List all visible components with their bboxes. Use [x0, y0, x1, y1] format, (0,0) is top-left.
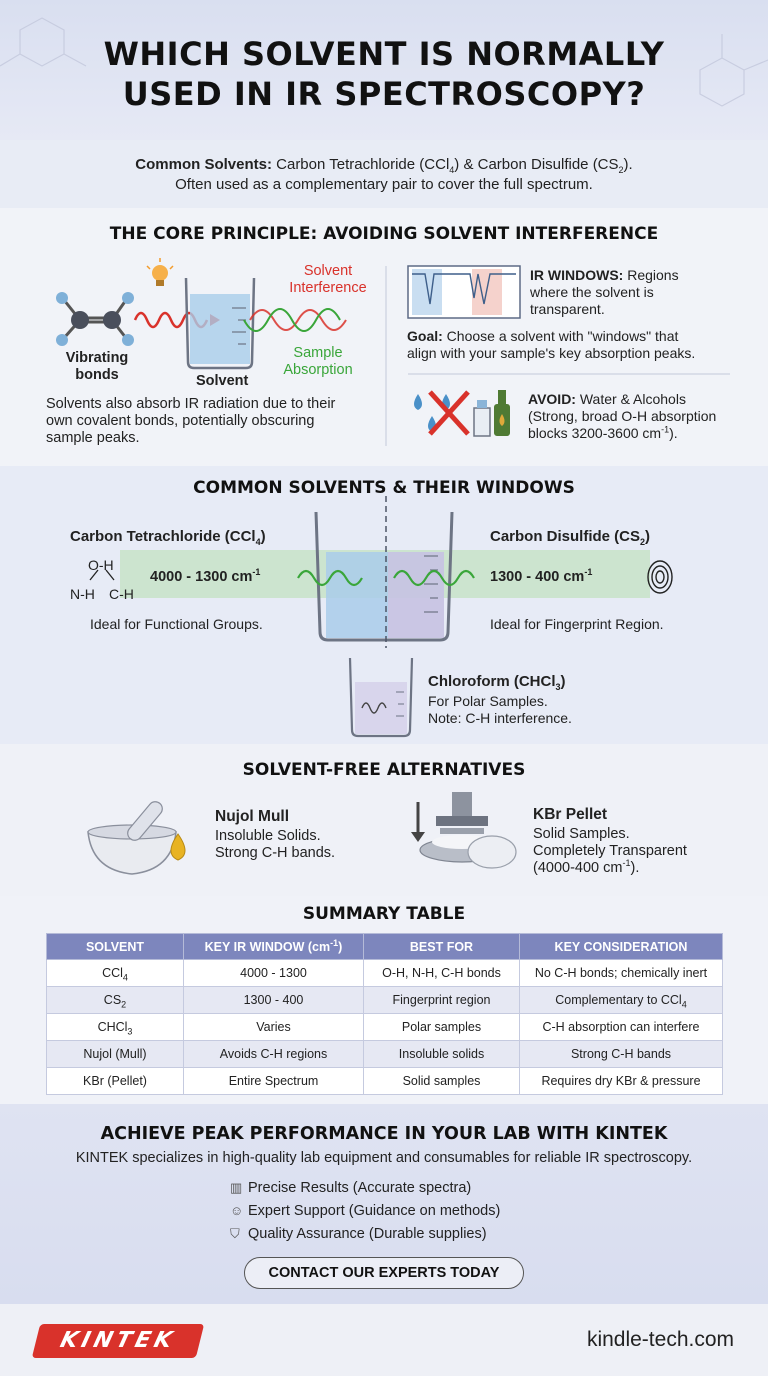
cs2-range [490, 569, 592, 586]
mortar-pestle-icon [88, 799, 185, 874]
cta-subtitle: KINTEK specializes in high-quality lab equipment and consumables for reliable IR spectroscopy. [75, 1150, 693, 1166]
intro-sub-a: 4 [449, 165, 455, 175]
summary-table [46, 933, 723, 1095]
cell-sub: 4 [681, 999, 687, 1010]
ir-windows-label: IR WINDOWS: [530, 267, 624, 283]
benefit-item [230, 1226, 487, 1242]
bond-oh: O-H [88, 557, 114, 573]
intro-text-b: ) & Carbon Disulfide (CS [454, 156, 619, 173]
chcl3-line-2: Note: C-H interference. [428, 710, 572, 726]
cell-sub: 2 [121, 999, 127, 1010]
core-title: THE CORE PRINCIPLE: AVOIDING SOLVENT INTERFERENCE [109, 224, 659, 244]
website-link[interactable]: kindle-tech.com [586, 1328, 734, 1351]
header-window-text: KEY IR WINDOW (cm [204, 939, 331, 954]
bond-ch: C-H [109, 586, 134, 602]
small-beaker-icon [350, 658, 412, 736]
header-consideration: KEY CONSIDERATION [520, 934, 723, 960]
chcl3-name: Chloroform (CHCl$_3$) [428, 673, 566, 692]
lightbulb-icon [147, 258, 173, 286]
benefit-label: Expert Support (Guidance on methods) [248, 1203, 501, 1219]
avoid-line-2: (Strong, broad O-H absorption [528, 408, 717, 424]
cta-title: ACHIEVE PEAK PERFORMANCE IN YOUR LAB WITH KINTEK [100, 1124, 668, 1144]
benefit-label: Quality Assurance (Durable supplies) [248, 1226, 487, 1242]
cs2-name-text: Carbon Disulfide (CS [490, 528, 641, 545]
cell-sub: 3 [127, 1026, 133, 1037]
table-row [47, 1041, 723, 1068]
table-cell: Requires dry KBr & pressure [520, 1068, 723, 1095]
intro-text-a: Carbon Tetrachloride (CCl [276, 156, 450, 173]
solvent-label: Solvent [196, 373, 249, 389]
chcl3-sub: 3 [555, 682, 561, 692]
interference-label-line-2: Interference [289, 280, 367, 296]
title-line-1: WHICH SOLVENT IS NORMALLY [103, 35, 665, 73]
cta-section [0, 1104, 768, 1304]
table-cell: Polar samples [364, 1014, 520, 1041]
benefit-item [230, 1203, 500, 1219]
vibrating-bonds-line-1: Vibrating [65, 350, 129, 366]
table-cell: 1300 - 400 [184, 987, 364, 1014]
avoid-label: AVOID: [528, 391, 576, 407]
cs2-sub: 2 [640, 537, 646, 547]
cell-sub: 4 [122, 972, 128, 983]
cell-text: CS [103, 993, 122, 1007]
title-section [0, 0, 768, 140]
solvents-title: COMMON SOLVENTS & THEIR WINDOWS [193, 478, 575, 498]
intro-line-2: Often used as a complementary pair to cover the full spectrum. [175, 176, 593, 193]
table-cell: Avoids C-H regions [184, 1041, 364, 1068]
cs2-range-text: 1300 - 400 cm [490, 569, 585, 585]
benefit-label: Precise Results (Accurate spectra) [248, 1180, 472, 1196]
page-title [0, 34, 768, 114]
table-cell: Fingerprint region [364, 987, 520, 1014]
table-row [47, 987, 723, 1014]
explanation-line-1: Solvents also absorb IR radiation due to their [46, 396, 336, 412]
solvents-section [0, 466, 768, 744]
contact-experts-button[interactable]: CONTACT OUR EXPERTS TODAY [244, 1257, 524, 1289]
core-explanation [46, 396, 376, 447]
kbr-line-3 [533, 860, 639, 877]
kbr-sup: -1 [622, 858, 631, 869]
avoid-line-1: Water & Alcohols [579, 391, 686, 407]
alternatives-section [0, 744, 768, 896]
person-icon: ☺ [230, 1203, 244, 1218]
avoid-line-3: blocks 3200-3600 cm [528, 425, 662, 441]
chart-icon: ▥ [230, 1180, 243, 1195]
benefit-item [230, 1180, 471, 1196]
header-window-sup: -1 [330, 937, 339, 948]
kintek-logo[interactable] [32, 1324, 204, 1358]
header-best-for: BEST FOR [364, 934, 520, 960]
table-header-row [47, 934, 723, 960]
intro-text-c: ). [623, 156, 633, 173]
avoid-end: ). [669, 425, 678, 441]
chcl3-name-text: Chloroform (CHCl [428, 673, 556, 690]
cell-text: Complementary to CCl [555, 993, 682, 1007]
logo-text: KINTEK [57, 1328, 179, 1353]
header-window [184, 934, 364, 960]
kbr-line-1: Solid Samples. [533, 826, 630, 842]
core-principle-section [0, 208, 768, 466]
goal-label: Goal: [407, 328, 443, 344]
table-title: SUMMARY TABLE [302, 904, 466, 924]
ir-windows-line-3: transparent. [530, 301, 605, 317]
table-cell [47, 987, 184, 1014]
avoid-sup: -1 [661, 424, 670, 435]
kbr-line-2: Completely Transparent [533, 843, 687, 859]
goal-line-1: Choose a solvent with "windows" that [446, 328, 679, 344]
spectrum-icon [408, 266, 520, 318]
table-cell [47, 960, 184, 987]
footer [0, 1304, 768, 1376]
table-row [47, 960, 723, 987]
header-solvent: SOLVENT [47, 934, 184, 960]
table-cell [47, 1014, 184, 1041]
intro-sub-b: 2 [618, 165, 624, 175]
ccl4-name-text: Carbon Tetrachloride (CCl [70, 528, 256, 545]
table-row [47, 1014, 723, 1041]
solvents-illustration [0, 466, 768, 744]
table-cell: KBr (Pellet) [47, 1068, 184, 1095]
kbr-end: ). [630, 860, 640, 876]
shield-check-icon: ⛉ [230, 1226, 240, 1241]
cell-text: CHCl [97, 1020, 128, 1034]
beaker-icon [186, 278, 254, 368]
table-cell: Strong C-H bands [520, 1041, 723, 1068]
table-cell: Varies [184, 1014, 364, 1041]
absorption-label-line-2: Absorption [283, 362, 353, 378]
ccl4-range-sup: -1 [252, 567, 261, 578]
alternatives-illustration [0, 744, 768, 896]
table-cell: Solid samples [364, 1068, 520, 1095]
ccl4-range [150, 569, 260, 586]
table-cell: Nujol (Mull) [47, 1041, 184, 1068]
absorption-label [276, 345, 360, 379]
table-cell: Entire Spectrum [184, 1068, 364, 1095]
ir-windows-line-2: where the solvent is [530, 284, 654, 300]
summary-table-section [0, 896, 768, 1104]
goal-text [407, 328, 747, 362]
cs2-name: Carbon Disulfide $(CS_2)$ [490, 528, 651, 547]
chcl3-line-1: For Polar Samples. [428, 693, 548, 709]
ir-windows-line-1: Regions [627, 267, 679, 283]
ccl4-desc: Ideal for Functional Groups. [90, 616, 263, 632]
alternatives-title: SOLVENT-FREE ALTERNATIVES [242, 760, 526, 780]
nujol-line-2: Strong C-H bands. [215, 845, 336, 861]
interference-label-line-1: Solvent [303, 263, 353, 279]
kbr-name: KBr Pellet [533, 806, 608, 823]
title-line-2: USED IN IR SPECTROSCOPY? [122, 75, 646, 113]
nujol-line-1: Insoluble Solids. [215, 828, 321, 844]
avoid-text [528, 391, 748, 442]
bond-nh: N-H [70, 586, 95, 602]
table-row [47, 1068, 723, 1095]
vibrating-bonds-line-2: bonds [75, 367, 119, 383]
interference-label [278, 263, 378, 297]
table-cell: Insoluble solids [364, 1041, 520, 1068]
table-cell: No C-H bonds; chemically inert [520, 960, 723, 987]
table-cell: C-H absorption can interfere [520, 1014, 723, 1041]
goal-line-2: align with your sample's key absorption peaks. [407, 345, 696, 361]
ir-windows-text [530, 267, 730, 318]
intro-section [0, 140, 768, 208]
cs2-desc: Ideal for Fingerprint Region. [490, 616, 664, 632]
cell-text: CCl [102, 966, 123, 980]
header-window-end: ) [338, 939, 343, 954]
intro-line-1 [0, 156, 768, 173]
water-alcohol-avoid-icon [414, 390, 510, 436]
ccl4-name: Carbon Tetrachloride (CCl$_4$) [70, 528, 266, 547]
explanation-line-3: sample peaks. [46, 430, 140, 446]
ccl4-sub: 4 [255, 537, 261, 547]
press-icon [411, 792, 516, 868]
absorption-label-line-1: Sample [293, 345, 343, 361]
fingerprint-icon [648, 561, 672, 593]
table-cell [520, 987, 723, 1014]
nujol-name: Nujol Mull [215, 808, 290, 825]
table-cell: O-H, N-H, C-H bonds [364, 960, 520, 987]
explanation-line-2: own covalent bonds, potentially obscuring [46, 413, 315, 429]
vibrating-bonds-label [64, 350, 130, 384]
kbr-line-3-text: (4000-400 cm [533, 860, 623, 876]
table-cell: 4000 - 1300 [184, 960, 364, 987]
intro-label: Common Solvents: [135, 156, 272, 173]
cs2-range-sup: -1 [584, 567, 593, 578]
ccl4-range-text: 4000 - 1300 cm [150, 569, 253, 585]
